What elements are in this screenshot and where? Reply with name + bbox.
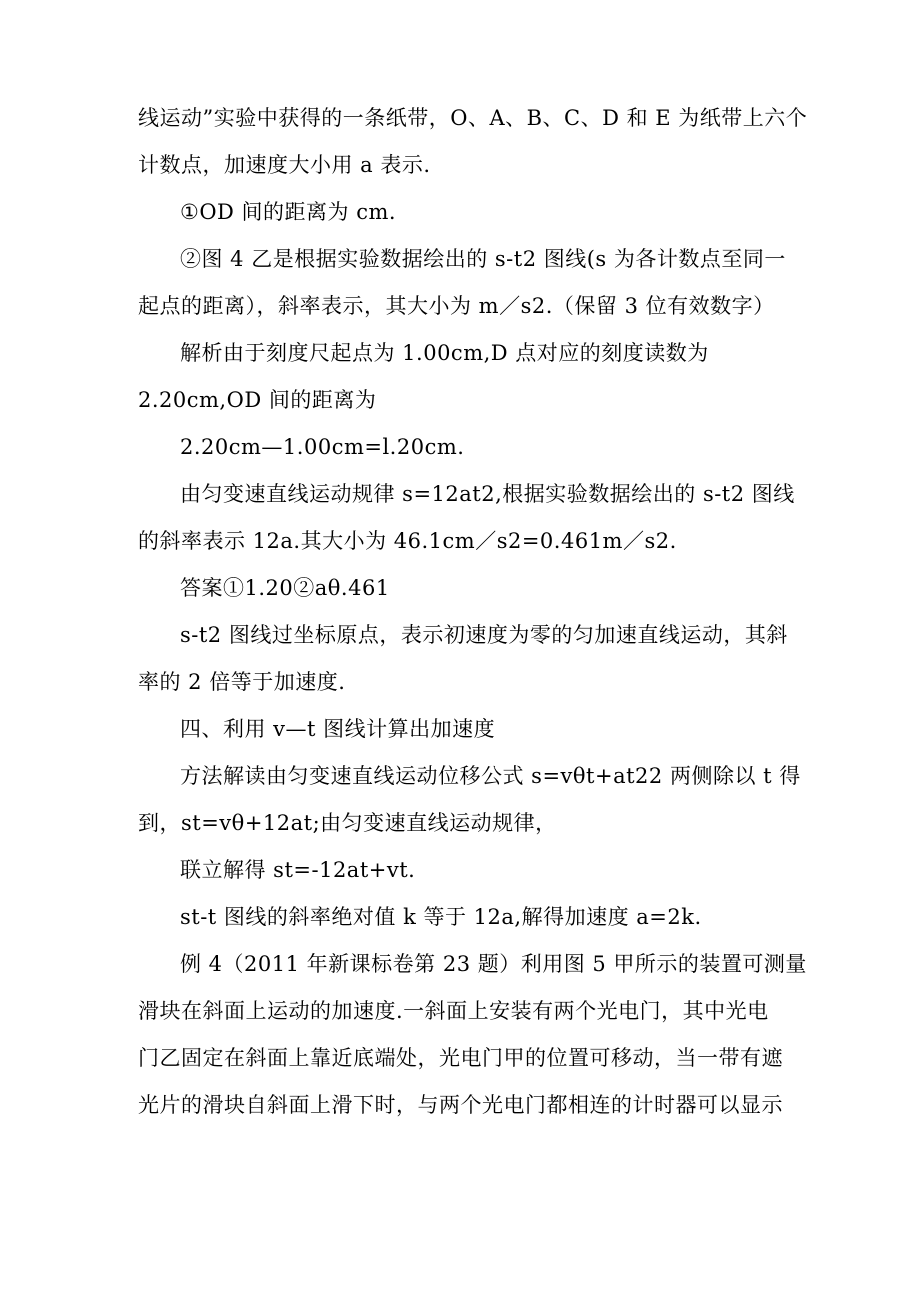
text-line: 的斜率表示 12a.其大小为 46.1cm／s2=0.461m／s2. — [138, 529, 677, 553]
text-line: s-t2 图线过坐标原点，表示初速度为零的匀加速直线运动，其斜 — [180, 623, 788, 647]
text-line: 解析由于刻度尺起点为 1.00cm,D 点对应的刻度读数为 — [180, 341, 709, 365]
text-line: 联立解得 st=-12at+vt. — [180, 858, 416, 882]
text-line: 起点的距离），斜率表示，其大小为 m／s2.（保留 3 位有效数字） — [138, 294, 775, 318]
text-line: 线运动”实验中获得的一条纸带，O、A、B、C、D 和 E 为纸带上六个 — [138, 106, 808, 130]
text-line: 四、利用 v—t 图线计算出加速度 — [180, 717, 496, 741]
text-line: 光片的滑块自斜面上滑下时，与两个光电门都相连的计时器可以显示 — [138, 1093, 783, 1117]
text-line: ②图 4 乙是根据实验数据绘出的 s-t2 图线(s 为各计数点至同一 — [180, 247, 786, 271]
text-line: 到，st=vθ+12at;由匀变速直线运动规律， — [138, 811, 557, 835]
text-line: 2.20cm—1.00cm=l.20cm. — [180, 435, 465, 459]
text-line: 计数点，加速度大小用 a 表示. — [138, 153, 431, 177]
text-line: 例 4（2011 年新课标卷第 23 题）利用图 5 甲所示的装置可测量 — [180, 952, 807, 976]
text-line: 滑块在斜面上运动的加速度.一斜面上安装有两个光电门，其中光电 — [138, 999, 769, 1023]
text-line: 答案①1.20②aθ.461 — [180, 576, 390, 600]
text-line: 方法解读由匀变速直线运动位移公式 s=vθt+at22 两侧除以 t 得 — [180, 764, 801, 788]
document-body — [138, 95, 808, 1129]
text-line: 率的 2 倍等于加速度. — [138, 670, 346, 694]
text-line: 门乙固定在斜面上靠近底端处，光电门甲的位置可移动，当一带有遮 — [138, 1046, 783, 1070]
text-line: st-t 图线的斜率绝对值 k 等于 12a,解得加速度 a=2k. — [180, 905, 702, 929]
text-line: ①OD 间的距离为 cm. — [180, 200, 397, 224]
text-line: 2.20cm,OD 间的距离为 — [138, 388, 377, 412]
text-line: 由匀变速直线运动规律 s=12at2,根据实验数据绘出的 s-t2 图线 — [180, 482, 795, 506]
